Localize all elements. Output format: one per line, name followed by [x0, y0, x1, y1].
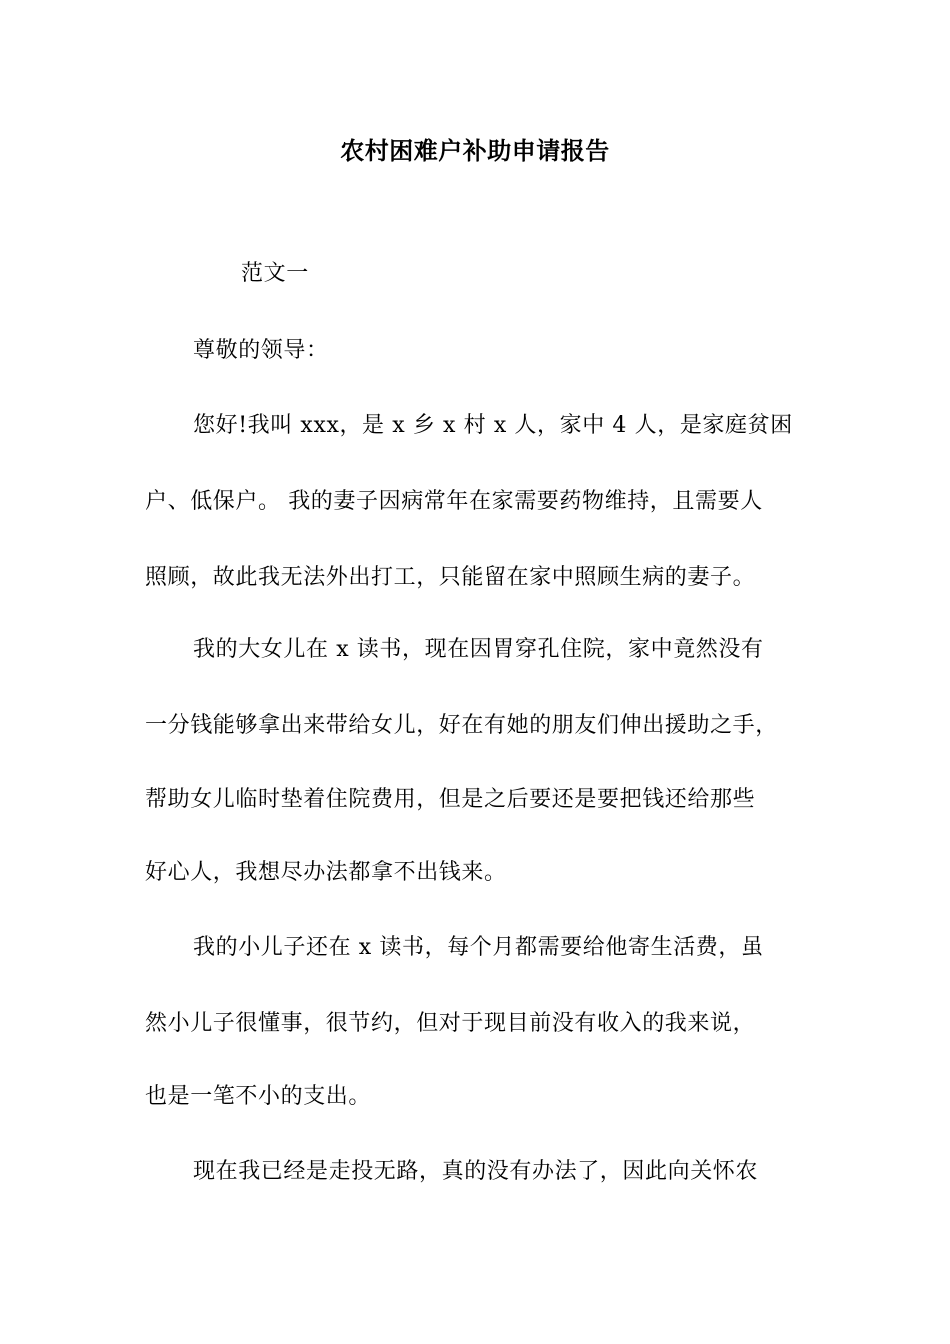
paragraph-line-8: 我的小儿子还在 x 读书，每个月都需要给他寄生活费，虽	[193, 935, 764, 960]
paragraph-line-10: 也是一笔不小的支出。	[145, 1084, 372, 1109]
paragraph-line-4: 我的大女儿在 x 读书，现在因胃穿孔住院，家中竟然没有	[193, 637, 764, 662]
paragraph-line-9: 然小儿子很懂事，很节约，但对于现目前没有收入的我来说，	[145, 1011, 756, 1036]
paragraph-line-2: 户、低保户。 我的妻子因病常年在家需要药物维持，且需要人	[145, 489, 763, 514]
paragraph-line-7: 好心人，我想尽办法都拿不出钱来。	[145, 860, 507, 885]
paragraph-line-6: 帮助女儿临时垫着住院费用，但是之后要还是要把钱还给那些	[145, 787, 756, 812]
section-label: 范文一	[241, 261, 309, 286]
paragraph-line-11: 现在我已经是走投无路，真的没有办法了，因此向关怀农	[193, 1159, 759, 1184]
paragraph-line-1: 您好!我叫 xxx，是 x 乡 x 村 x 人，家中 4 人，是家庭贫困	[193, 413, 793, 438]
paragraph-line-3: 照顾，故此我无法外出打工，只能留在家中照顾生病的妻子。	[145, 565, 756, 590]
salutation: 尊敬的领导：	[193, 338, 329, 363]
document-title: 农村困难户补助申请报告	[340, 137, 610, 165]
paragraph-line-5: 一分钱能够拿出来带给女儿，好在有她的朋友们伸出援助之手，	[145, 713, 778, 738]
